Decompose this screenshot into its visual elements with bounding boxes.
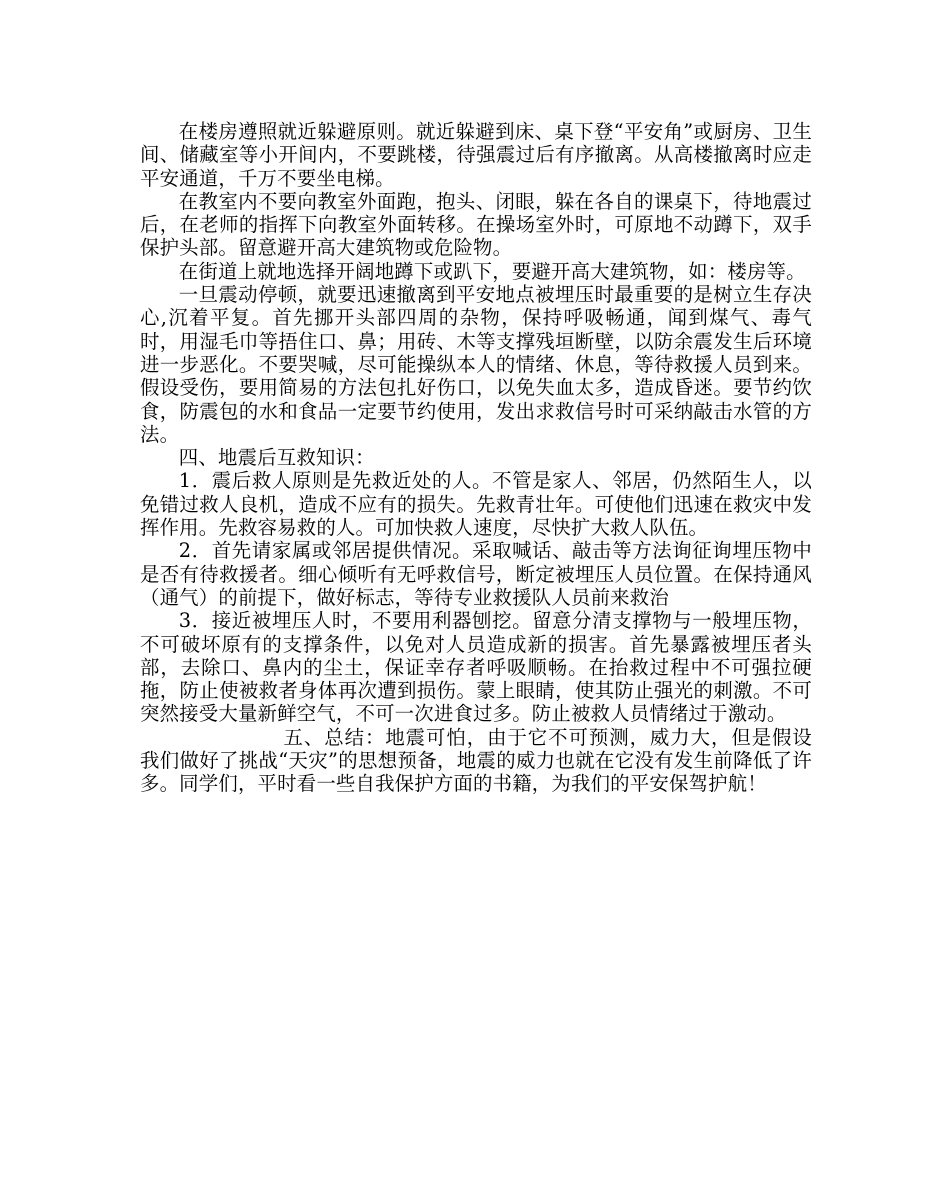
- paragraph-building-shelter: 在楼房遵照就近躲避原则。就近躲避到床、桌下登“平安角”或厨房、卫生间、储藏室等小开间内，不要跳楼，待强震过后有序撤离。从高楼撤离时应走平安通道，千万不要坐电梯。: [140, 120, 812, 190]
- section-heading-mutual-rescue: 四、地震后互救知识：: [178, 446, 375, 470]
- paragraph-rescue-principle-3: 3．接近被埋压人时，不要用利器刨挖。留意分清支撑物与一般埋压物，不可破坏原有的支撑条件，以免对人员造成新的损害。首先暴露被埋压者头部，去除口、鼻内的尘土，保证幸存者呼吸顺畅。在抬救过程中不可强拉硬拖，防止使被救者身体再次遭到损伤。蒙上眼睛，使其防止强光的刺激。不可突然接受大量新鲜空气，不可一次进食过多。防止被救人员情绪过于激动。: [140, 609, 812, 726]
- document-body: [140, 120, 812, 796]
- paragraph-summary: 五、总结：地震可怕，由于它不可预测，威力大，但是假设我们做好了挑战“天灾”的思想预备，地震的威力也就在它没有发生前降低了许多。同学们，平时看一些自我保护方面的书籍，为我们的平安保驾护航！: [140, 725, 812, 796]
- paragraph-street-shelter: 在街道上就地选择开阔地蹲下或趴下，要避开高大建筑物，如：楼房等。: [178, 259, 806, 283]
- paragraph-rescue-principle-1: 1．震后救人原则是先救近处的人。不管是家人、邻居，仍然陌生人，以免错过救人良机，造成不应有的损失。先救青壮年。可使他们迅速在救灾中发挥作用。先救容易救的人。可加快救人速度，尽快扩大救人队伍。: [140, 469, 812, 540]
- paragraph-after-shaking: 一旦震动停顿，就要迅速撤离到平安地点被埋压时最重要的是树立生存决心,沉着平复。首先挪开头部四周的杂物，保持呼吸畅通，闻到煤气、毒气时，用湿毛巾等捂住口、鼻；用砖、木等支撑残垣断壁，以防余震发生后环境进一步恶化。不要哭喊，尽可能操纵本人的情绪、休息，等待救援人员到来。假设受伤，要用简易的方法包扎好伤口，以免失血太多，造成昏迷。要节约饮食，防震包的水和食品一定要节约使用，发出求救信号时可采纳敲击水管的方法。: [140, 283, 812, 446]
- paragraph-rescue-principle-2: 2．首先请家属或邻居提供情况。采取喊话、敲击等方法询征询埋压物中是否有待救援者。细心倾听有无呼救信号，断定被埋压人员位置。在保持通风（通气）的前提下，做好标志，等待专业救援队人员前来救治: [140, 539, 812, 609]
- paragraph-classroom-shelter: 在教室内不要向教室外面跑，抱头、闭眼，躲在各自的课桌下，待地震过后，在老师的指挥下向教室外面转移。在操场室外时，可原地不动蹲下，双手保护头部。留意避开高大建筑物或危险物。: [140, 189, 812, 260]
